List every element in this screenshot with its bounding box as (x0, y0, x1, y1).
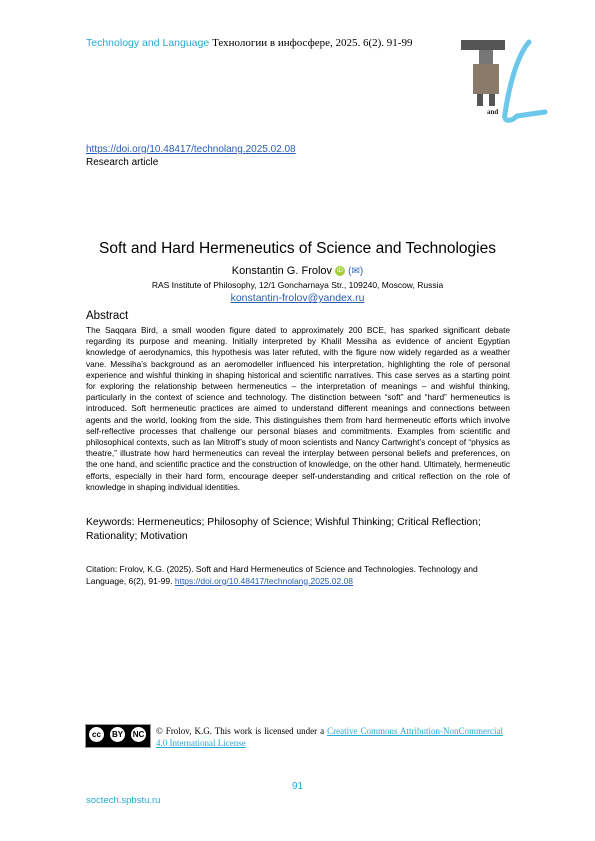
keywords-text: Hermeneutics; Philosophy of Science; Wishful Thinking; Critical Reflection; Rationality; Motivation (86, 517, 481, 542)
nc-icon: NC (131, 727, 146, 742)
author-affiliation: RAS Institute of Philosophy, 12/1 Goncharnaya Str., 109240, Moscow, Russia (151, 280, 444, 290)
author-email[interactable]: konstantin-frolov@yandex.ru (230, 292, 365, 304)
by-icon: BY (110, 727, 125, 742)
journal-header (86, 37, 412, 49)
orcid-icon[interactable]: iD (335, 266, 345, 276)
journal-name-ru: Технологии в инфосфере, 2025. 6(2). 91-99 (212, 37, 413, 49)
journal-logo-icon (459, 36, 549, 126)
abstract-text: The Saqqara Bird, a small wooden figure dated to approximately 200 BCE, has sparked significant debate regarding its purpose and meaning. Initially interpreted by Khalil Messiha as evidence of ancient Egyptian knowledge of aerodynamics, this hypothesis was later refuted, with the figure now widely regarded as a weather vane. Messiha’s background as an aeromodeller influenced his interpretation, highlighting the role of personal experience and wishful thinking in shaping historical and scientific narratives. This case serves as a starting point for exploring the relationship between hermeneutics – the interpretation of meanings – and wishful thinking, particularly in the context of science and technology. The distinction between “soft” and “hard” hermeneutics is introduced. Soft hermeneutic practices are aimed to understand different meanings and connections between agents and the world, looking from the side. This distinguishes them from hard hermeneutic efforts which involve self-reflective processes that challenge our personal biases and commitments. Examples from scientific and philosophical contexts, such as Ian Mitroff’s study of moon scientists and Nancy Cartwright’s concept of “physics as theatre,” illustrate how hard hermeneutics can reveal the interplay between personal beliefs and preferences, on the one hand, and scientific practice and the construction of knowledge, on the other hand. Ultimately, hermeneutic efforts, especially in their hard form, encourage deeper self-understanding and critical reflection on the role of knowledge in shaping individual identities. (86, 325, 510, 492)
article-type: Research article (86, 157, 159, 168)
envelope-icon[interactable]: (✉) (348, 266, 364, 277)
cc-license-badge[interactable] (85, 724, 151, 748)
keywords-label: Keywords: (86, 517, 135, 528)
journal-name-en: Technology and Language (86, 37, 210, 49)
author-line (40, 265, 555, 277)
svg-text:and: and (487, 108, 499, 116)
license-text: © Frolov, K.G. This work is licensed under a (156, 726, 325, 736)
page-number: 91 (291, 781, 304, 792)
article-title: Soft and Hard Hermeneutics of Science and Technologies (99, 240, 496, 257)
footer-site[interactable]: soctech.spbstu.ru (86, 795, 161, 806)
author-name: Konstantin G. Frolov (231, 265, 333, 277)
citation (86, 564, 510, 587)
license-link[interactable]: Creative Commons Attribution-NonCommercial 4.0 International License (156, 726, 503, 748)
cc-icon: cc (89, 727, 104, 742)
citation-doi-link[interactable]: https://doi.org/10.48417/technolang.2025.02.08 (174, 575, 354, 586)
keywords (86, 516, 510, 544)
citation-text: Citation: Frolov, K.G. (2025). Soft and Hard Hermeneutics of Science and Technologies. Technology and Language, 6(2), 91-99. (86, 564, 478, 586)
doi-link[interactable]: https://doi.org/10.48417/technolang.2025.02.08 (86, 144, 296, 155)
abstract-heading: Abstract (86, 310, 129, 322)
license-statement (156, 725, 503, 749)
